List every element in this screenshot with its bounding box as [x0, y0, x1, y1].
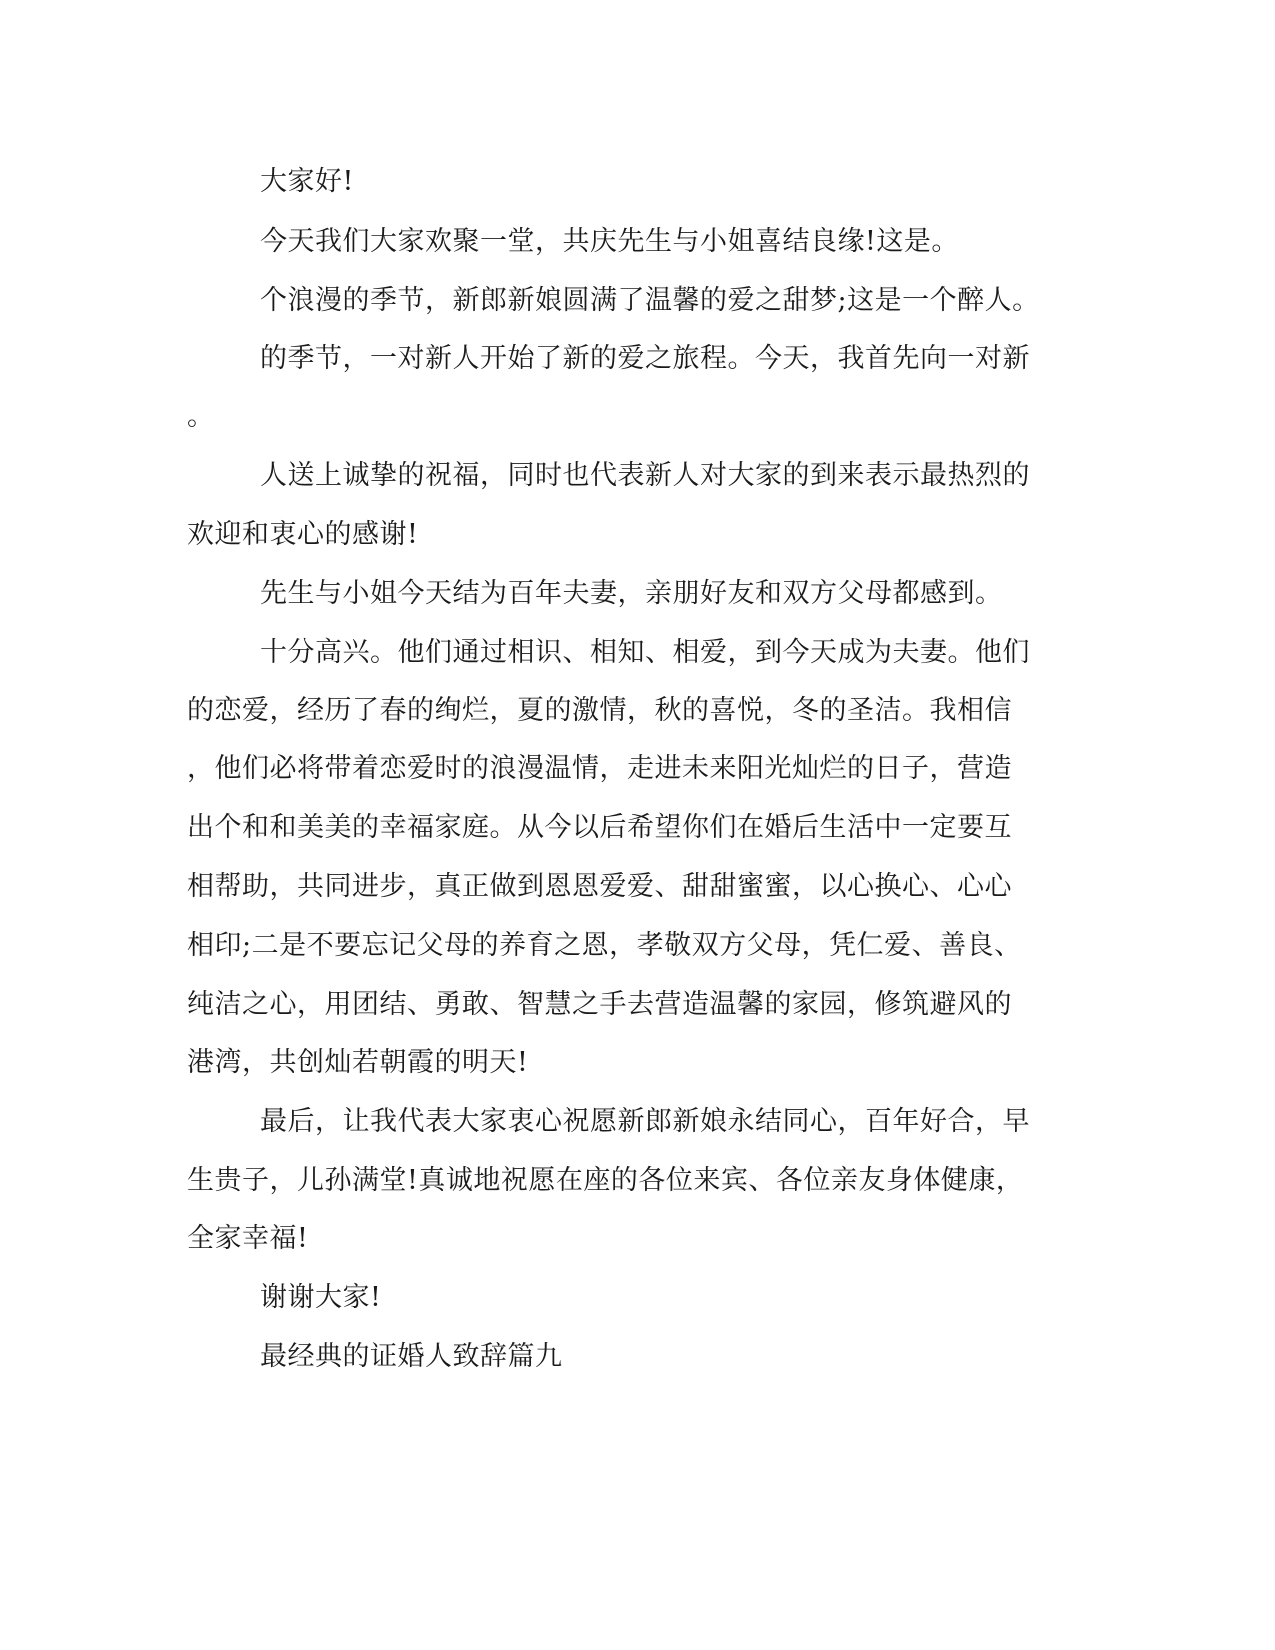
text-line: 生贵子，儿孙满堂!真诚地祝愿在座的各位来宾、各位亲友身体健康， [187, 1165, 1024, 1196]
text-line: 个浪漫的季节，新郎新娘圆满了温馨的爱之甜梦;这是一个醉人。 [260, 285, 1040, 316]
text-line: ，他们必将带着恋爱时的浪漫温情，走进未来阳光灿烂的日子，营造 [187, 753, 1012, 784]
text-line: 十分高兴。他们通过相识、相知、相爱，到今天成为夫妻。他们 [260, 637, 1030, 668]
text-line: 。 [187, 401, 215, 432]
section-heading: 最经典的证婚人致辞篇九 [260, 1341, 563, 1372]
text-line: 港湾，共创灿若朝霞的明天! [187, 1047, 529, 1078]
text-line: 今天我们大家欢聚一堂，共庆先生与小姐喜结良缘!这是。 [260, 226, 959, 257]
text-line: 相帮助，共同进步，真正做到恩恩爱爱、甜甜蜜蜜，以心换心、心心 [187, 871, 1012, 902]
text-line: 最后，让我代表大家衷心祝愿新郎新娘永结同心，百年好合，早 [260, 1106, 1030, 1137]
text-line: 相印;二是不要忘记父母的养育之恩，孝敬双方父母，凭仁爱、善良、 [187, 930, 1022, 961]
text-line: 全家幸福! [187, 1223, 309, 1254]
text-line: 大家好! [260, 166, 354, 197]
text-line: 的季节，一对新人开始了新的爱之旅程。今天，我首先向一对新 [260, 343, 1030, 374]
text-line: 欢迎和衷心的感谢! [187, 519, 419, 550]
text-line: 谢谢大家! [260, 1282, 382, 1313]
text-line: 人送上诚挚的祝福，同时也代表新人对大家的到来表示最热烈的 [260, 460, 1030, 491]
text-line: 纯洁之心，用团结、勇敢、智慧之手去营造温馨的家园，修筑避风的 [187, 989, 1012, 1020]
text-line: 先生与小姐今天结为百年夫妻，亲朋好友和双方父母都感到。 [260, 578, 1003, 609]
text-line: 的恋爱，经历了春的绚烂，夏的激情，秋的喜悦，冬的圣洁。我相信 [187, 695, 1012, 726]
text-line: 出个和和美美的幸福家庭。从今以后希望你们在婚后生活中一定要互 [187, 812, 1012, 843]
